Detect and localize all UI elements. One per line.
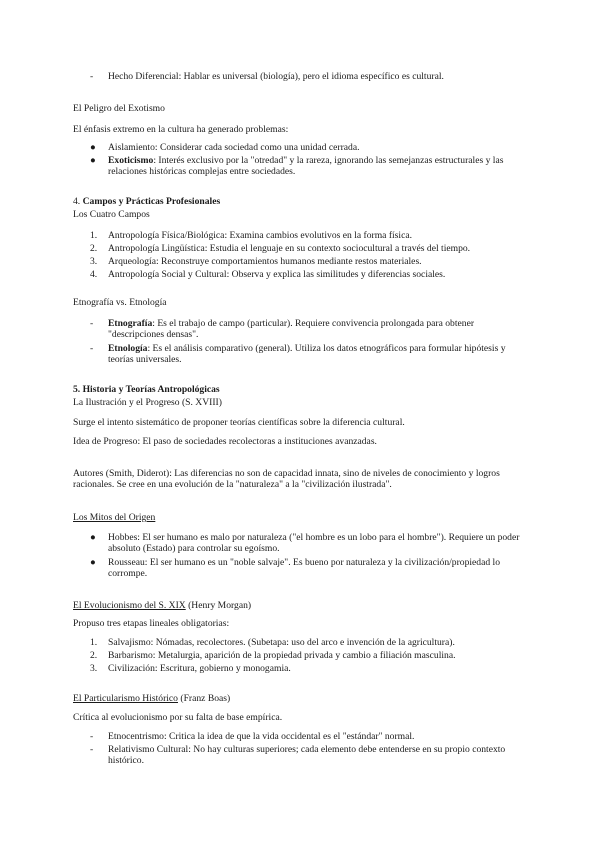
exotismo-item-aislamiento: Aislamiento: Considerar cada sociedad como una unidad cerrada. (108, 142, 360, 153)
field-item: Antropología Social y Cultural: Observa y explica las similitudes y diferencias sociales. (108, 269, 446, 280)
exotismo-heading: El Peligro del Exotismo (73, 103, 165, 114)
term-description: : Es el trabajo de campo (particular). Requiere convivencia prolongada para obtener "descripciones densas". (108, 318, 475, 341)
paragraph: Surge el intento sistemático de proponer teorías científicas sobre la diferencia cultural. (73, 417, 405, 428)
paragraph: Idea de Progreso: El paso de sociedades recolectoras a instituciones avanzadas. (73, 436, 377, 447)
section-number: 4. (73, 196, 81, 207)
dash-marker: - (90, 744, 94, 755)
dash-marker: - (90, 343, 94, 354)
mitos-item-hobbes: Hobbes: El ser humano es malo por naturaleza ("el hombre es un lobo para el hombre"). Requiere un poder absoluto (Estado) para controlar su egoísmo. (108, 532, 520, 555)
dash-marker: - (90, 318, 94, 329)
etno-heading: Etnografía vs. Etnología (73, 297, 167, 308)
term-bold: Etnología (108, 343, 148, 354)
heading-author: (Franz Boas) (177, 693, 231, 704)
mitos-item-rousseau: Rousseau: El ser humano es un "noble salvaje". Es bueno por naturaleza y la civilización/propiedad lo corrompe. (108, 557, 500, 580)
number-marker: 2. (90, 650, 98, 661)
field-item: Antropología Física/Biológica: Examina cambios evolutivos en la forma física. (108, 230, 412, 241)
dash-marker: - (90, 71, 94, 82)
section-title-bold: 5. Historia y Teorías Antropológicas (73, 384, 220, 395)
stage-item: Salvajismo: Nómadas, recolectores. (Subetapa: uso del arco e invención de la agricultura). (108, 637, 455, 648)
term-bold: Etnografía (108, 318, 153, 329)
bullet-marker: ● (90, 557, 96, 568)
term-description: : Interés exclusivo por la "otredad" y la rareza, ignorando las semejanzas estructurales y las relaciones históricas complejas entre sociedades. (108, 155, 504, 178)
bullet-marker: ● (90, 142, 96, 153)
number-marker: 4. (90, 269, 98, 280)
underlined-heading: El Particularismo Histórico (73, 693, 178, 704)
etno-item-etnografia (108, 318, 528, 341)
section-4-title (73, 196, 533, 207)
particularismo-item: Etnocentrismo: Critica la idea de que la vida occidental es el "estándar" normal. (108, 731, 415, 742)
exotismo-item-exoticismo (108, 155, 528, 178)
section-title-bold: Campos y Prácticas Profesionales (82, 196, 221, 207)
number-marker: 3. (90, 663, 98, 674)
evolucionismo-heading (73, 600, 533, 611)
evolucionismo-intro: Propuso tres etapas lineales obligatorias: (73, 618, 230, 629)
exotismo-intro: El énfasis extremo en la cultura ha generado problemas: (73, 124, 289, 135)
dash-marker: - (90, 731, 94, 742)
number-marker: 3. (90, 256, 98, 267)
term-description: : Es el análisis comparativo (general). Utiliza los datos etnográficos para formular hipótesis y teorías universales. (108, 343, 506, 366)
mitos-heading (73, 512, 533, 523)
section-5-subtitle: La Ilustración y el Progreso (S. XVIII) (73, 397, 222, 408)
particularismo-heading (73, 693, 533, 704)
bullet-marker: ● (90, 532, 96, 543)
paragraph: Autores (Smith, Diderot): Las diferencias no son de capacidad innata, sino de niveles de conocimiento y logros racionales. Se cree en una evolución de la "naturaleza" a la "civilización ilustrada". (73, 468, 500, 491)
stage-item: Civilización: Escritura, gobierno y monogamia. (108, 663, 291, 674)
section-5-title (73, 384, 533, 395)
field-item: Antropología Lingüística: Estudia el lenguaje en su contexto sociocultural a través del tiempo. (108, 243, 471, 254)
particularismo-intro: Crítica al evolucionismo por su falta de base empírica. (73, 712, 283, 723)
intro-item-text: Hecho Diferencial: Hablar es universal (biología), pero el idioma específico es cultural. (108, 71, 444, 82)
number-marker: 1. (90, 637, 98, 648)
particularismo-item: Relativismo Cultural: No hay culturas superiores; cada elemento debe entenderse en su propio contexto histórico. (108, 744, 506, 767)
stage-item: Barbarismo: Metalurgia, aparición de la propiedad privada y cambio a filiación masculina. (108, 650, 456, 661)
bullet-marker: ● (90, 155, 96, 166)
heading-author: (Henry Morgan) (185, 600, 252, 611)
number-marker: 1. (90, 230, 98, 241)
field-item: Arqueología: Reconstruye comportamientos humanos mediante restos materiales. (108, 256, 422, 267)
term-bold: Exoticismo (108, 155, 154, 166)
number-marker: 2. (90, 243, 98, 254)
underlined-heading: El Evolucionismo del S. XIX (73, 600, 186, 611)
section-4-subtitle: Los Cuatro Campos (73, 209, 150, 220)
underlined-heading: Los Mitos del Origen (73, 512, 156, 523)
etno-item-etnologia (108, 343, 528, 366)
